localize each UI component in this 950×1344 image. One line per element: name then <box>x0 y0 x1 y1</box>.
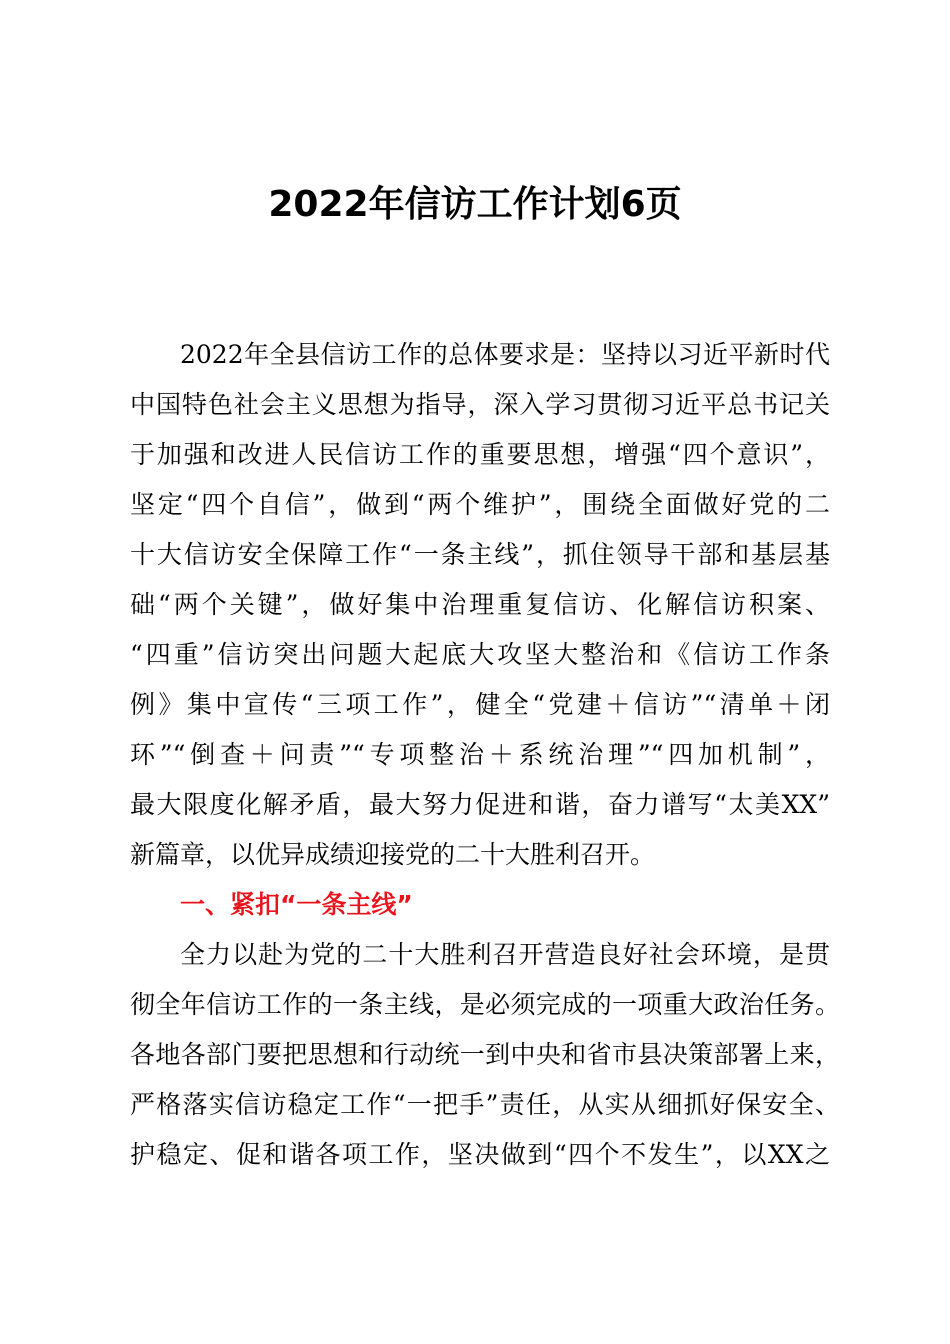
paragraph-2-line-1: 全力以赴为党的二十大胜利召开营造良好社会环境，是贯 <box>180 940 830 969</box>
paragraph-1-line-11: 新篇章，以优异成绩迎接党的二十大胜利召开。 <box>130 840 656 869</box>
paragraph-1-line-4: 坚定“四个自信”，做到“两个维护”，围绕全面做好党的二 <box>130 490 830 519</box>
section-1-heading: 一、紧扣“一条主线” <box>180 890 413 919</box>
paragraph-2-line-3: 各地各部门要把思想和行动统一到中央和省市县决策部署上来， <box>130 1040 840 1069</box>
paragraph-1-line-7: “四重”信访突出问题大起底大攻坚大整治和《信访工作条 <box>130 640 830 669</box>
paragraph-2-line-4: 严格落实信访稳定工作“一把手”责任，从实从细抓好保安全、 <box>130 1090 840 1119</box>
paragraph-1-line-3: 于加强和改进人民信访工作的重要思想，增强“四个意识”， <box>130 440 830 469</box>
paragraph-2-line-2: 彻全年信访工作的一条主线，是必须完成的一项重大政治任务。 <box>130 990 840 1019</box>
document-title: 2022年信访工作计划6页 <box>268 184 682 225</box>
paragraph-1-line-8: 例》集中宣传“三项工作”，健全“党建＋信访”“清单＋闭 <box>130 690 830 719</box>
paragraph-1-line-6: 础“两个关键”，做好集中治理重复信访、化解信访积案、 <box>130 590 830 619</box>
paragraph-2-line-5: 护稳定、促和谐各项工作，坚决做到“四个不发生”，以XX之 <box>130 1140 830 1169</box>
paragraph-1-line-9: 环”“倒查＋问责”“专项整治＋系统治理”“四加机制”， <box>130 740 830 769</box>
paragraph-1-line-1: 2022年全县信访工作的总体要求是：坚持以习近平新时代 <box>180 340 830 369</box>
paragraph-1-line-5: 十大信访安全保障工作“一条主线”，抓住领导干部和基层基 <box>130 540 830 569</box>
paragraph-1-line-2: 中国特色社会主义思想为指导，深入学习贯彻习近平总书记关 <box>130 390 830 419</box>
paragraph-1-line-10: 最大限度化解矛盾，最大努力促进和谐，奋力谱写“太美XX” <box>130 790 830 819</box>
